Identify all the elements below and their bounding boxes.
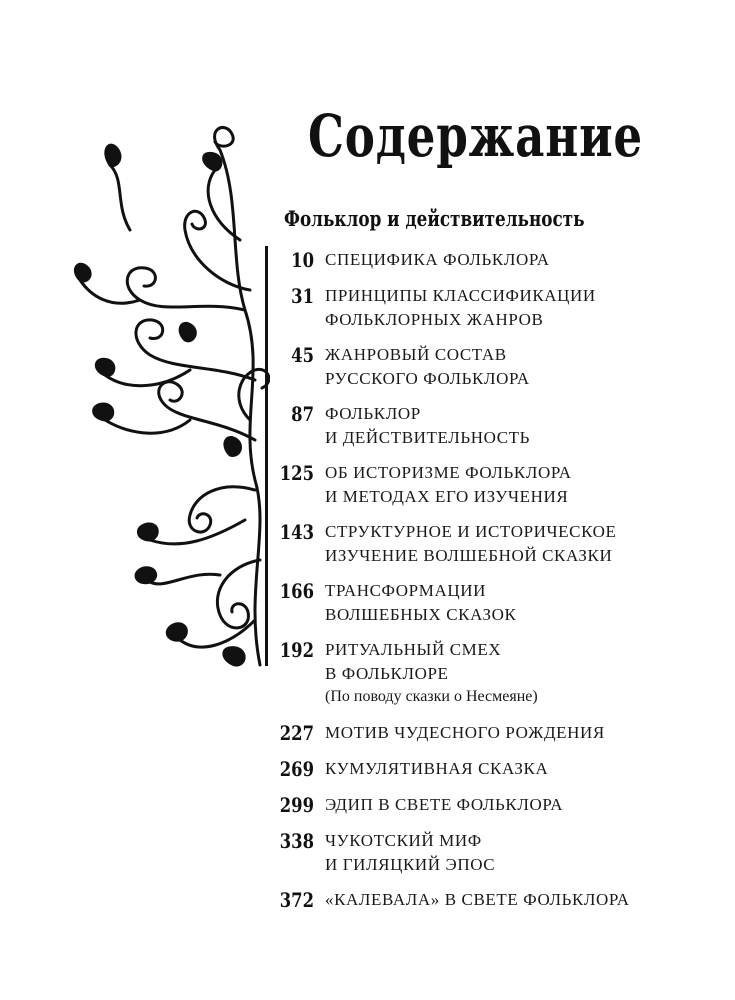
page-number: 143 <box>279 520 314 544</box>
page-number: 299 <box>279 793 314 817</box>
entry-title: ФОЛЬКЛОР И ДЕЙСТВИТЕЛЬНОСТЬ <box>325 404 531 447</box>
entry-title: МОТИВ ЧУДЕСНОГО РОЖДЕНИЯ <box>325 723 605 742</box>
page-number: 227 <box>279 721 314 745</box>
page-title: Содержание <box>308 102 643 170</box>
section-heading: Фольклор и действительность <box>284 206 585 231</box>
page-number: 192 <box>279 638 314 662</box>
entry-title: ЖАНРОВЫЙ СОСТАВ РУССКОГО ФОЛЬКЛОРА <box>325 345 530 388</box>
entry-title: ЧУКОТСКИЙ МИФ И ГИЛЯЦКИЙ ЭПОС <box>325 831 496 874</box>
page-number: 372 <box>279 888 314 912</box>
entry-title: «КАЛЕВАЛА» В СВЕТЕ ФОЛЬКЛОРА <box>325 890 630 909</box>
entry-title: СТРУКТУРНОЕ И ИСТОРИЧЕСКОЕ ИЗУЧЕНИЕ ВОЛШЕБНОЙ СКАЗКИ <box>325 522 617 565</box>
floral-ornament <box>70 120 270 680</box>
page-number: 269 <box>279 757 314 781</box>
entry-title: РИТУАЛЬНЫЙ СМЕХ В ФОЛЬКЛОРЕ <box>325 640 502 683</box>
page-number: 31 <box>291 284 314 308</box>
entry-title: ЭДИП В СВЕТЕ ФОЛЬКЛОРА <box>325 795 564 814</box>
page-number: 338 <box>279 829 314 853</box>
entry-title: ОБ ИСТОРИЗМЕ ФОЛЬКЛОРА И МЕТОДАХ ЕГО ИЗУЧЕНИЯ <box>325 463 572 506</box>
vertical-divider <box>265 246 268 666</box>
page-number: 166 <box>279 579 314 603</box>
entry-title: ПРИНЦИПЫ КЛАССИФИКАЦИИ ФОЛЬКЛОРНЫХ ЖАНРОВ <box>325 286 596 329</box>
page-number: 87 <box>291 402 314 426</box>
entry-title: КУМУЛЯТИВНАЯ СКАЗКА <box>325 759 549 778</box>
entry-title: СПЕЦИФИКА ФОЛЬКЛОРА <box>325 250 550 269</box>
page-number: 125 <box>279 461 314 485</box>
page-number: 10 <box>291 248 314 272</box>
entry-title: ТРАНСФОРМАЦИИ ВОЛШЕБНЫХ СКАЗОК <box>325 581 517 624</box>
entry-subtitle: (По поводу сказки о Несмеяне) <box>325 688 538 705</box>
page-number: 45 <box>291 343 314 367</box>
